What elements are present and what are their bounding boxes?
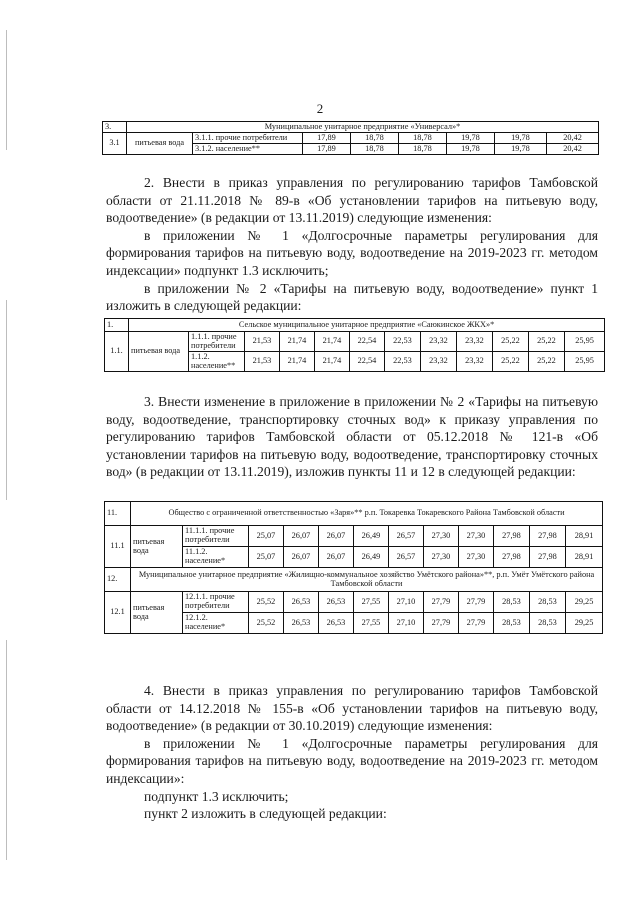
tariff-cell: 18,78 <box>351 144 399 155</box>
paragraph: 4. Внести в приказ управления по регулированию тарифов Тамбовской области от 14.12.2018 № 155-в «Об установлении тарифов на питьевую воду, водоотведение» (в редакции от 30.10.2019) следующие изменения: <box>106 683 598 734</box>
consumer-label: 12.1.2. население* <box>183 613 249 634</box>
tariff-cell: 19,78 <box>447 133 495 144</box>
tariff-cell: 21,53 <box>245 352 280 372</box>
page-number: 2 <box>316 101 324 116</box>
paragraph: 3. Внести изменение в приложение в приложении № 2 «Тарифы на питьевую воду, водоотведение, транспортировку сточных вод» к приказу управления по регулированию тарифов Тамбовской области от 05.12.2018 № 121-в «Об установлении тарифов на питьевую воду, водоотведение, транспортировку сточных вод» (в редакции от 13.11.2019), изложив пункты 11 и 12 в следующей редакции: <box>106 394 598 480</box>
scan-edge-mark <box>6 640 7 860</box>
consumer-label: 1.1.1. прочие потребители <box>189 332 245 352</box>
org-title: Сельское муниципальное унитарное предприятие «Саюкинское ЖКХ»* <box>129 319 605 332</box>
tariff-cell: 25,22 <box>529 332 565 352</box>
consumer-label: 11.1.1. прочие потребители <box>183 526 249 547</box>
consumer-label: 3.1.1. прочие потребители <box>193 133 303 144</box>
tariff-cell: 27,55 <box>354 613 389 634</box>
tariff-cell: 27,79 <box>424 592 459 613</box>
tariff-cell: 25,95 <box>565 352 605 372</box>
paragraph: 2. Внести в приказ управления по регулированию тарифов Тамбовской области от 21.11.2018 № 89-в «Об установлении тарифов на питьевую воду, водоотведение» (в редакции от 13.11.2019) следующие изменения: <box>106 175 598 226</box>
row-number: 12.1 <box>105 592 131 634</box>
tariff-cell: 23,32 <box>421 332 457 352</box>
tariff-cell: 27,10 <box>389 592 424 613</box>
tariff-cell: 28,53 <box>494 592 530 613</box>
consumer-label: 12.1.1. прочие потребители <box>183 592 249 613</box>
paragraph: в приложении № 1 «Долгосрочные параметры регулирования для формирования тарифов на питьевую воду, водоотведение на 2019-2023 гг. методом индексации»: <box>106 735 598 786</box>
tariff-cell: 27,98 <box>494 526 530 547</box>
tariff-cell: 27,30 <box>459 526 494 547</box>
row-number: 11.1 <box>105 526 131 568</box>
tariff-cell: 27,79 <box>459 613 494 634</box>
tariff-cell: 26,57 <box>389 547 424 568</box>
tariff-cell: 29,25 <box>566 613 603 634</box>
tariff-cell: 25,52 <box>249 592 284 613</box>
row-number: 12. <box>105 568 131 592</box>
table-row <box>105 332 605 352</box>
tariff-cell: 22,54 <box>350 332 385 352</box>
table-row <box>105 592 603 613</box>
tariff-cell: 17,89 <box>303 133 351 144</box>
tariff-cell: 28,53 <box>494 613 530 634</box>
tariff-cell: 26,07 <box>284 526 319 547</box>
org-title: Муниципальное унитарное предприятие «Жилищно-коммунальное хозяйство Умётского района»**, р.п. Умёт Умётского района Тамбовской области <box>131 568 603 592</box>
tariff-cell: 21,53 <box>245 332 280 352</box>
tariff-cell: 20,42 <box>547 133 599 144</box>
tariff-cell: 25,95 <box>565 332 605 352</box>
tariff-cell: 28,53 <box>530 613 566 634</box>
consumer-label: 11.1.2. население* <box>183 547 249 568</box>
tariff-cell: 26,49 <box>354 547 389 568</box>
tariff-cell: 27,10 <box>389 613 424 634</box>
tariff-cell: 27,98 <box>530 547 566 568</box>
table-header-row <box>105 502 603 526</box>
tariff-cell: 19,78 <box>447 144 495 155</box>
tariff-cell: 18,78 <box>399 133 447 144</box>
amendment-section-3 <box>106 393 598 481</box>
tariff-cell: 26,07 <box>284 547 319 568</box>
tariff-cell: 19,78 <box>495 133 547 144</box>
tariff-cell: 26,53 <box>284 613 319 634</box>
tariff-cell: 28,91 <box>566 526 603 547</box>
row-number: 1.1. <box>105 332 129 372</box>
paragraph: пункт 2 изложить в следующей редакции: <box>144 806 387 822</box>
tariff-cell: 21,74 <box>280 332 315 352</box>
tariff-cell: 18,78 <box>399 144 447 155</box>
tariff-cell: 23,32 <box>457 352 493 372</box>
tariff-cell: 25,07 <box>249 547 284 568</box>
service-label: питьевая вода <box>131 526 183 568</box>
tariff-cell: 27,30 <box>424 526 459 547</box>
paragraph: в приложении № 1 «Долгосрочные параметры регулирования для формирования тарифов на питьевую воду, водоотведение на 2019-2023 гг. методом индексации» подпункт 1.3 исключить; <box>106 227 598 278</box>
tariff-cell: 27,98 <box>530 526 566 547</box>
consumer-label: 3.1.2. население** <box>193 144 303 155</box>
tariff-cell: 23,32 <box>421 352 457 372</box>
tariff-cell: 27,30 <box>424 547 459 568</box>
row-number: 3. <box>103 122 127 133</box>
tariff-cell: 26,57 <box>389 526 424 547</box>
tariff-table-universal <box>102 121 599 155</box>
tariff-cell: 26,53 <box>319 592 354 613</box>
tariff-cell: 18,78 <box>351 133 399 144</box>
org-title: Общество с ограниченной ответственностью «Заря»** р.п. Токаревка Токаревского Района Тамбовской области <box>131 502 603 526</box>
tariff-table-zarya-umet <box>104 501 603 634</box>
tariff-cell: 21,74 <box>280 352 315 372</box>
tariff-cell: 26,53 <box>319 613 354 634</box>
table-header-row <box>103 122 599 133</box>
tariff-table-sayukinskoe <box>104 318 605 372</box>
consumer-label: 1.1.2. население** <box>189 352 245 372</box>
tariff-cell: 27,79 <box>424 613 459 634</box>
tariff-cell: 25,52 <box>249 613 284 634</box>
tariff-cell: 23,32 <box>457 332 493 352</box>
table-header-row <box>105 319 605 332</box>
tariff-cell: 22,54 <box>350 352 385 372</box>
amendment-section-4 <box>106 682 598 823</box>
tariff-cell: 25,22 <box>493 352 529 372</box>
tariff-cell: 26,53 <box>284 592 319 613</box>
tariff-cell: 28,91 <box>566 547 603 568</box>
paragraph: подпункт 1.3 исключить; <box>144 788 289 804</box>
tariff-cell: 26,49 <box>354 526 389 547</box>
tariff-cell: 21,74 <box>315 352 350 372</box>
tariff-cell: 25,22 <box>529 352 565 372</box>
tariff-cell: 21,74 <box>315 332 350 352</box>
tariff-cell: 29,25 <box>566 592 603 613</box>
table-row <box>105 526 603 547</box>
table-header-row <box>105 568 603 592</box>
tariff-cell: 25,07 <box>249 526 284 547</box>
row-number: 11. <box>105 502 131 526</box>
tariff-cell: 20,42 <box>547 144 599 155</box>
tariff-cell: 22,53 <box>385 352 421 372</box>
row-number: 3.1 <box>103 133 127 155</box>
tariff-cell: 27,98 <box>494 547 530 568</box>
scan-edge-mark <box>6 300 7 500</box>
table-row <box>103 133 599 144</box>
service-label: питьевая вода <box>127 133 193 155</box>
tariff-cell: 25,22 <box>493 332 529 352</box>
tariff-cell: 27,30 <box>459 547 494 568</box>
tariff-cell: 27,79 <box>459 592 494 613</box>
tariff-cell: 28,53 <box>530 592 566 613</box>
service-label: питьевая вода <box>129 332 189 372</box>
tariff-cell: 27,55 <box>354 592 389 613</box>
org-title: Муниципальное унитарное предприятие «Универсал»* <box>127 122 599 133</box>
tariff-cell: 19,78 <box>495 144 547 155</box>
tariff-cell: 17,89 <box>303 144 351 155</box>
tariff-cell: 22,53 <box>385 332 421 352</box>
service-label: питьевая вода <box>131 592 183 634</box>
tariff-cell: 26,07 <box>319 526 354 547</box>
tariff-cell: 26,07 <box>319 547 354 568</box>
row-number: 1. <box>105 319 129 332</box>
scan-edge-mark <box>6 30 7 150</box>
amendment-section-2 <box>106 174 598 315</box>
paragraph: в приложении № 2 «Тарифы на питьевую воду, водоотведение» пункт 1 изложить в следующей редакции: <box>106 280 598 314</box>
